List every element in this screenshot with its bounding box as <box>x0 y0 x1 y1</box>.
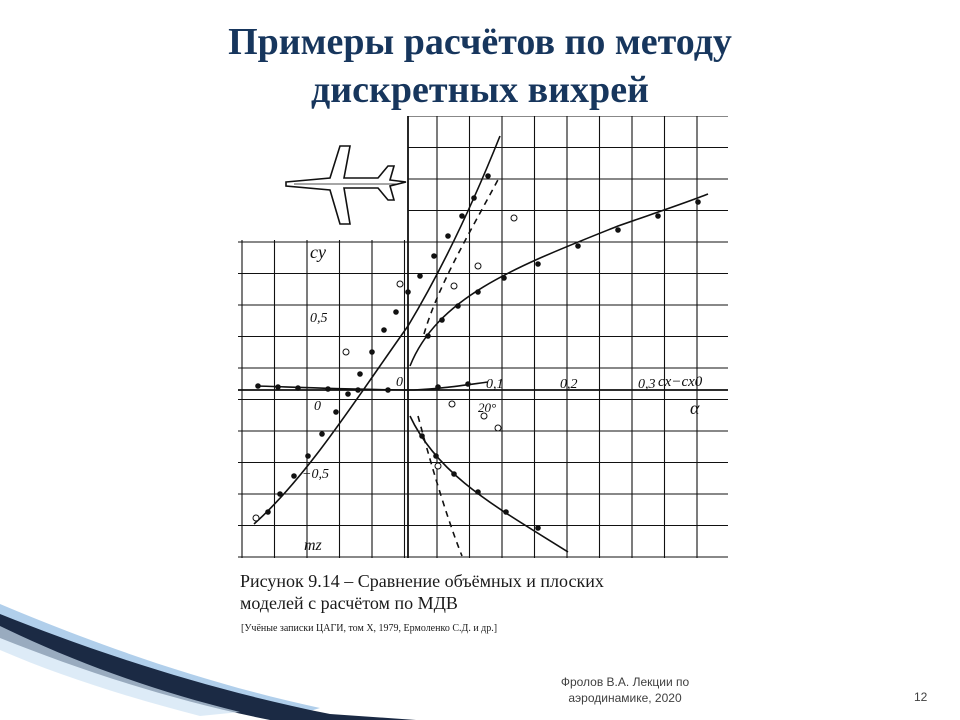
data-point-hollow <box>253 515 259 521</box>
alpha-label: α <box>690 398 700 418</box>
mz-label: mz <box>304 537 322 554</box>
data-point-filled <box>485 173 491 179</box>
figure-svg <box>238 116 728 558</box>
cy-label: cy <box>310 242 326 262</box>
tick-label-0.5: 0,5 <box>310 311 328 326</box>
data-point-filled <box>465 381 471 387</box>
tick-label-zero-right: 0 <box>396 375 403 390</box>
data-point-filled <box>475 489 481 495</box>
data-point-hollow <box>475 263 481 269</box>
footer-line-1: Фролов В.А. Лекции по <box>560 675 690 689</box>
data-point-filled <box>405 289 411 295</box>
data-point-filled <box>345 391 351 397</box>
footer-author <box>540 674 710 706</box>
data-point-filled <box>385 387 391 393</box>
data-point-filled <box>419 433 425 439</box>
data-point-filled <box>501 275 507 281</box>
data-point-filled <box>319 431 325 437</box>
data-point-hollow <box>343 349 349 355</box>
cx-label: cx−cx0 <box>658 374 703 390</box>
data-point-filled <box>655 213 661 219</box>
aerodynamic-chart-figure <box>238 116 728 558</box>
data-point-filled <box>381 327 387 333</box>
data-point-filled <box>471 195 477 201</box>
data-point-filled <box>357 371 363 377</box>
data-point-hollow <box>451 283 457 289</box>
data-point-filled <box>535 525 541 531</box>
data-point-filled <box>275 384 281 390</box>
data-point-filled <box>475 289 481 295</box>
data-point-filled <box>451 471 457 477</box>
tick-label-minus-0.5: −0,5 <box>302 467 329 482</box>
data-point-filled <box>445 233 451 239</box>
data-point-filled <box>575 243 581 249</box>
angle-label-20: 20° <box>478 400 497 415</box>
data-point-filled <box>459 213 465 219</box>
data-point-filled <box>325 386 331 392</box>
footer-line-2: аэродинамике, 2020 <box>568 691 682 705</box>
tick-label-0.3: 0,3 <box>638 377 656 392</box>
title-line-2: дискретных вихрей <box>311 69 649 111</box>
data-point-filled <box>393 309 399 315</box>
data-point-filled <box>305 453 311 459</box>
data-point-filled <box>615 227 621 233</box>
data-point-filled <box>291 473 297 479</box>
slide-title <box>120 18 840 114</box>
data-point-filled <box>255 383 261 389</box>
data-point-filled <box>417 273 423 279</box>
caption-line-2: моделей с расчётом по МДВ <box>240 593 458 613</box>
data-point-filled <box>369 349 375 355</box>
tick-label-0.1: 0,1 <box>486 377 504 392</box>
data-point-filled <box>277 491 283 497</box>
data-point-filled <box>265 509 271 515</box>
data-point-hollow <box>397 281 403 287</box>
data-point-filled <box>433 453 439 459</box>
data-point-filled <box>425 333 431 339</box>
data-point-hollow <box>435 463 441 469</box>
data-point-filled <box>503 509 509 515</box>
tick-label-0.2: 0,2 <box>560 377 578 392</box>
data-point-filled <box>455 303 461 309</box>
data-point-filled <box>695 199 701 205</box>
page-number: 12 <box>914 690 928 704</box>
source-reference: [Учёные записки ЦАГИ, том X, 1979, Ермоленко С.Д. и др.] <box>241 623 498 634</box>
data-point-filled <box>333 409 339 415</box>
caption-line-1: Рисунок 9.14 – Сравнение объёмных и плоских <box>240 571 604 591</box>
data-point-filled <box>431 253 437 259</box>
decorative-swoosh <box>0 590 420 720</box>
data-point-filled <box>295 385 301 391</box>
tick-label-zero: 0 <box>314 399 321 414</box>
title-line-1: Примеры расчётов по методу <box>228 21 732 63</box>
data-point-filled <box>435 384 441 390</box>
data-point-hollow <box>511 215 517 221</box>
data-point-hollow <box>449 401 455 407</box>
data-point-filled <box>535 261 541 267</box>
data-point-hollow <box>495 425 501 431</box>
data-point-filled <box>355 387 361 393</box>
data-point-filled <box>439 317 445 323</box>
